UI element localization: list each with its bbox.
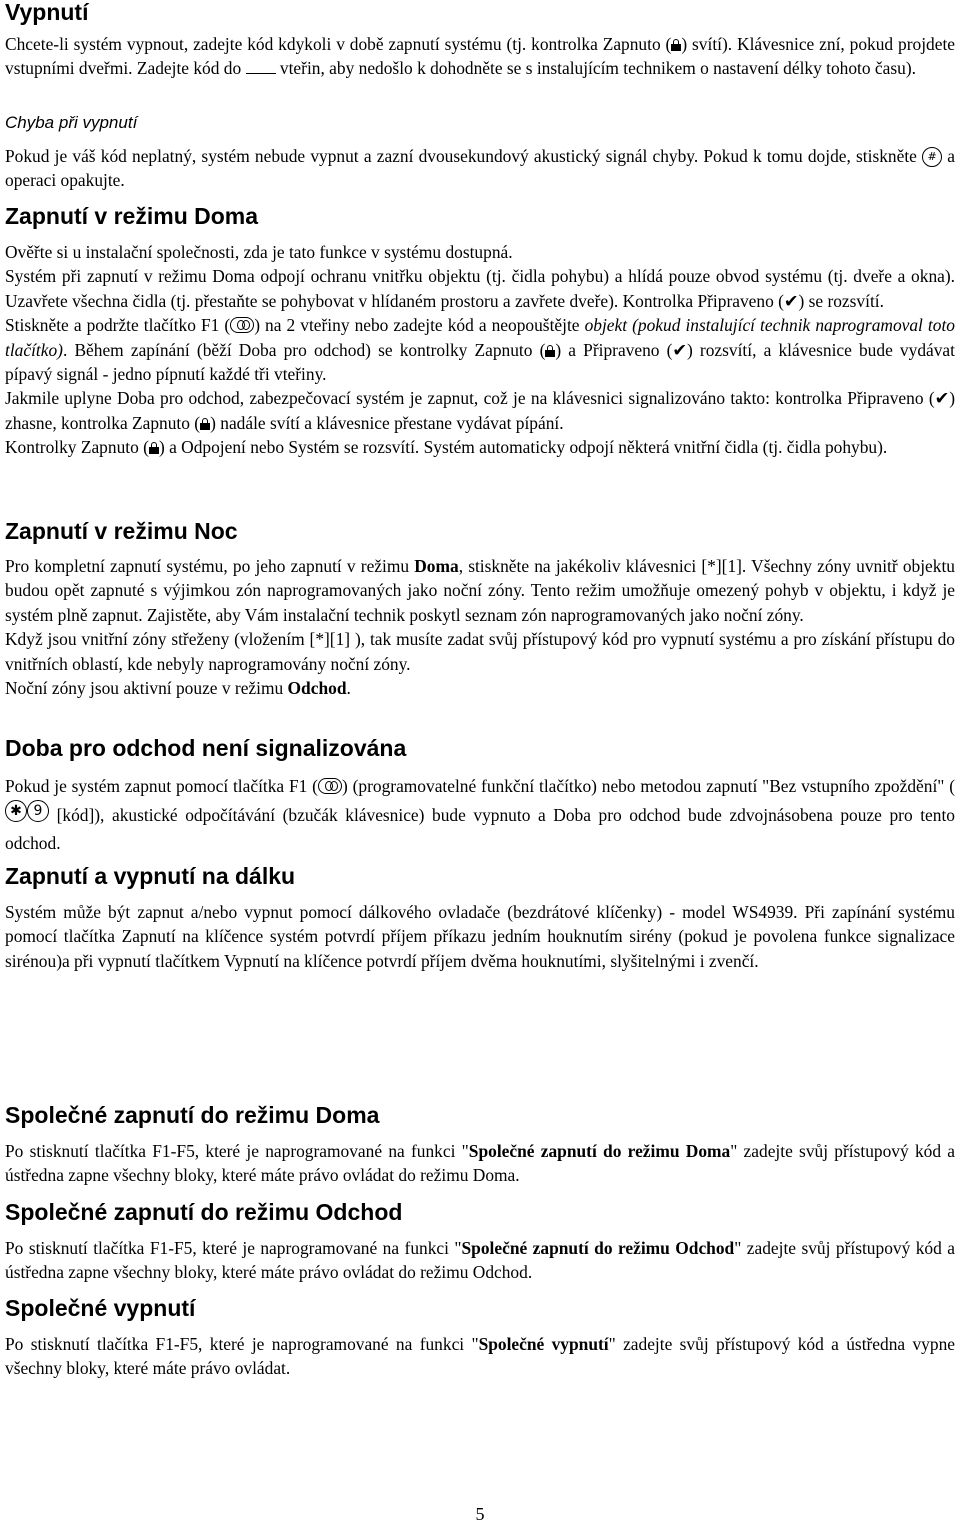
text: , stiskněte na jakékoliv klávesnici [*][1]. Všechny zóny uvnitř objektu budou opět zapnuté s výjimkou zón naprogramovaných jako noční zóny. Tento režim umožňuje omezený pohyb v objektu, i když je systém plně zapnut. Zajistěte, aby Vám instalační technik poskytl seznam zón naprogramovaných jako noční zóny. — [5, 556, 955, 625]
paragraph — [5, 676, 955, 700]
paragraph: Systém může být zapnut a/nebo vypnut pomocí dálkového ovladače (bezdrátové klíčenky) - model WS4939. Při zapínání systému pomocí tlačítka Zapnutí na klíčence systém potvrdí příjem příkazu jedním houknutím sirény (pokud je povolena funkce signalizace sirénou)a při vypnutí tlačítkem Vypnutí na klíčence potvrdí příjem dvěma houknutími, slyšitelnými i zvenčí. — [5, 902, 955, 971]
text: Po stisknutí tlačítka F1-F5, které je naprogramované na funkci " — [5, 1238, 462, 1258]
heading-spol-vypnuti-wrap — [5, 1295, 955, 1322]
subheading-chyba — [5, 113, 955, 133]
section-chyba-body — [5, 144, 955, 193]
text: " zadejte svůj přístupový kód a ústředna vypne všechny bloky, které máte právo ovládat. — [5, 1334, 955, 1379]
section-doma-body — [5, 240, 955, 460]
text: . Během zapínání (běží Doba pro odchod) se kontrolky Zapnuto ( — [62, 339, 546, 360]
text: ) svítí). Klávesnice zní, pokud projdete vstupními dveřmi. Zadejte kód do — [5, 34, 955, 79]
heading-spol-doma-wrap — [5, 1102, 955, 1129]
paragraph — [5, 1139, 955, 1188]
heading-vypnuti: Vypnutí — [5, 0, 89, 25]
subheading-chyba-text: Chyba při vypnutí — [5, 113, 138, 132]
heading-doba-odchod-wrap — [5, 735, 955, 762]
text-bold: Odchod — [287, 678, 347, 699]
section-spol-doma-body — [5, 1139, 955, 1188]
heading-zapnuti-noc-wrap — [5, 518, 955, 545]
paragraph — [5, 32, 955, 81]
paragraph — [5, 1332, 955, 1381]
text: [kód]), akustické odpočítávání (bzučák klávesnice) bude vypnuto a Doba pro odchod bude zdvojnásobena pouze pro tento odchod. — [5, 805, 955, 853]
text: Kontrolky Zapnuto ( — [5, 437, 149, 458]
lock-icon — [149, 442, 159, 454]
hash-key-icon: # — [922, 147, 942, 167]
text: Stiskněte a podržte tlačítko F1 ( — [5, 315, 231, 336]
star-key-icon: ✱ — [5, 800, 27, 822]
nine-key-icon: 9 — [27, 800, 49, 822]
lock-icon — [671, 39, 681, 51]
text: . — [346, 678, 351, 699]
function-key-icon — [230, 317, 254, 333]
text: Po stisknutí tlačítka F1-F5, které je naprogramované na funkci " — [5, 1141, 469, 1161]
text-bold: Společné zapnutí do režimu Doma — [468, 1141, 731, 1161]
page-number: 5 — [475, 1504, 485, 1524]
text: Pro kompletní zapnutí systému, po jeho zapnutí v režimu — [5, 556, 415, 576]
text: Jakmile uplyne Doba pro odchod, zabezpečovací systém je zapnut, což je na klávesnici signalizováno takto: kontrolka Připraveno (✔) zhasne, kontrolka Zapnuto ( — [5, 388, 955, 433]
heading-zapnuti-doma: Zapnutí v režimu Doma — [5, 203, 259, 229]
text: Chcete-li systém vypnout, zadejte kód kdykoli v době zapnutí systému (tj. kontrolka Zapnuto ( — [5, 34, 672, 54]
paragraph — [5, 772, 955, 857]
text: a operaci opakujte. — [5, 146, 955, 191]
section-noc-body — [5, 554, 955, 700]
heading-spol-doma: Společné zapnutí do režimu Doma — [5, 1102, 380, 1128]
text-italic: objekt (pokud instalující technik naprogramoval toto tlačítko) — [5, 315, 955, 360]
lock-icon — [200, 418, 210, 430]
paragraph — [5, 1236, 955, 1285]
text: " zadejte svůj přístupový kód a ústředna zapne všechny bloky, které máte právo ovládat do režimu Odchod. — [5, 1238, 955, 1283]
paragraph: Ověřte si u instalační společnosti, zda je tato funkce v systému dostupná. — [5, 242, 513, 262]
heading-spol-odchod: Společné zapnutí do režimu Odchod — [5, 1199, 403, 1225]
heading-dalku: Zapnutí a vypnutí na dálku — [5, 863, 296, 889]
lock-icon — [545, 345, 555, 357]
text: Noční zóny jsou aktivní pouze v režimu — [5, 678, 288, 699]
text: Po stisknutí tlačítka F1-F5, které je naprogramované na funkci " — [5, 1334, 479, 1354]
paragraph — [5, 313, 955, 386]
text-bold: Společné vypnutí — [478, 1334, 609, 1354]
function-key-icon — [318, 778, 342, 794]
text: ) a Odpojení nebo Systém se rozsvítí. Systém automaticky odpojí některá vnitřní čidla (tj. čidla pohybu). — [158, 437, 888, 458]
section-vypnuti-body — [5, 32, 955, 81]
section-doba-body — [5, 772, 955, 857]
text: ) a Připraveno (✔) rozsvítí, a klávesnice bude vydávat pípavý signál - jedno pípnutí každé tři vteřiny. — [5, 339, 955, 385]
text: ) na 2 vteřiny nebo zadejte kód a neopouštějte — [254, 315, 585, 336]
heading-doba-odchod: Doba pro odchod není signalizována — [5, 735, 407, 761]
paragraph — [5, 386, 955, 435]
text: ) nadále svítí a klávesnice přestane vydávat pípání. — [210, 412, 564, 433]
paragraph — [5, 554, 955, 627]
text: ) (programovatelné funkční tlačítko) nebo metodou zapnutí "Bez vstupního zpoždění" ( — [341, 776, 955, 796]
section-spol-odchod-body — [5, 1236, 955, 1285]
heading-spol-vypnuti: Společné vypnutí — [5, 1295, 196, 1321]
paragraph: Systém při zapnutí v režimu Doma odpojí ochranu vnitřku objektu (tj. čidla pohybu) a hlídá pouze obvod systému (tj. dveře a okna). Uzavřete všechna čidla (tj. přestaňte se pohybovat v hlídaném prostoru a zavřete dveře). Kontrolka Připraveno (✔) se rozsvítí. — [5, 266, 955, 311]
text: vteřin, aby nedošlo k dohodněte se s instalujícím technikem o nastavení délky tohoto času). — [279, 58, 916, 79]
paragraph — [5, 435, 955, 459]
heading-zapnuti-doma-wrap — [5, 203, 955, 230]
text-bold: Společné zapnutí do režimu Odchod — [461, 1238, 735, 1258]
paragraph: Když jsou vnitřní zóny střeženy (vložením [*][1] ), tak musíte zadat svůj přístupový kód pro vypnutí systému a pro získání přístupu do vnitřních oblastí, kde nebyly naprogramovány noční zóny. — [5, 629, 955, 674]
paragraph — [5, 144, 955, 193]
text: " zadejte svůj přístupový kód a ústředna zapne všechny bloky, které máte právo ovládat do režimu Doma. — [5, 1141, 956, 1186]
heading-zapnuti-noc: Zapnutí v režimu Noc — [5, 518, 238, 544]
heading-spol-odchod-wrap — [5, 1199, 955, 1226]
text: Pokud je váš kód neplatný, systém nebude vypnut a zazní dvousekundový akustický signál chyby. Pokud k tomu dojde, stiskněte — [5, 146, 917, 166]
heading-dalku-wrap — [5, 863, 955, 890]
section-spol-vypnuti-body — [5, 1332, 955, 1381]
text-bold: Doma — [414, 556, 459, 576]
text: Pokud je systém zapnut pomocí tlačítka F1 ( — [5, 776, 318, 796]
section-dalku-body — [5, 900, 955, 973]
blank-line — [246, 59, 276, 74]
